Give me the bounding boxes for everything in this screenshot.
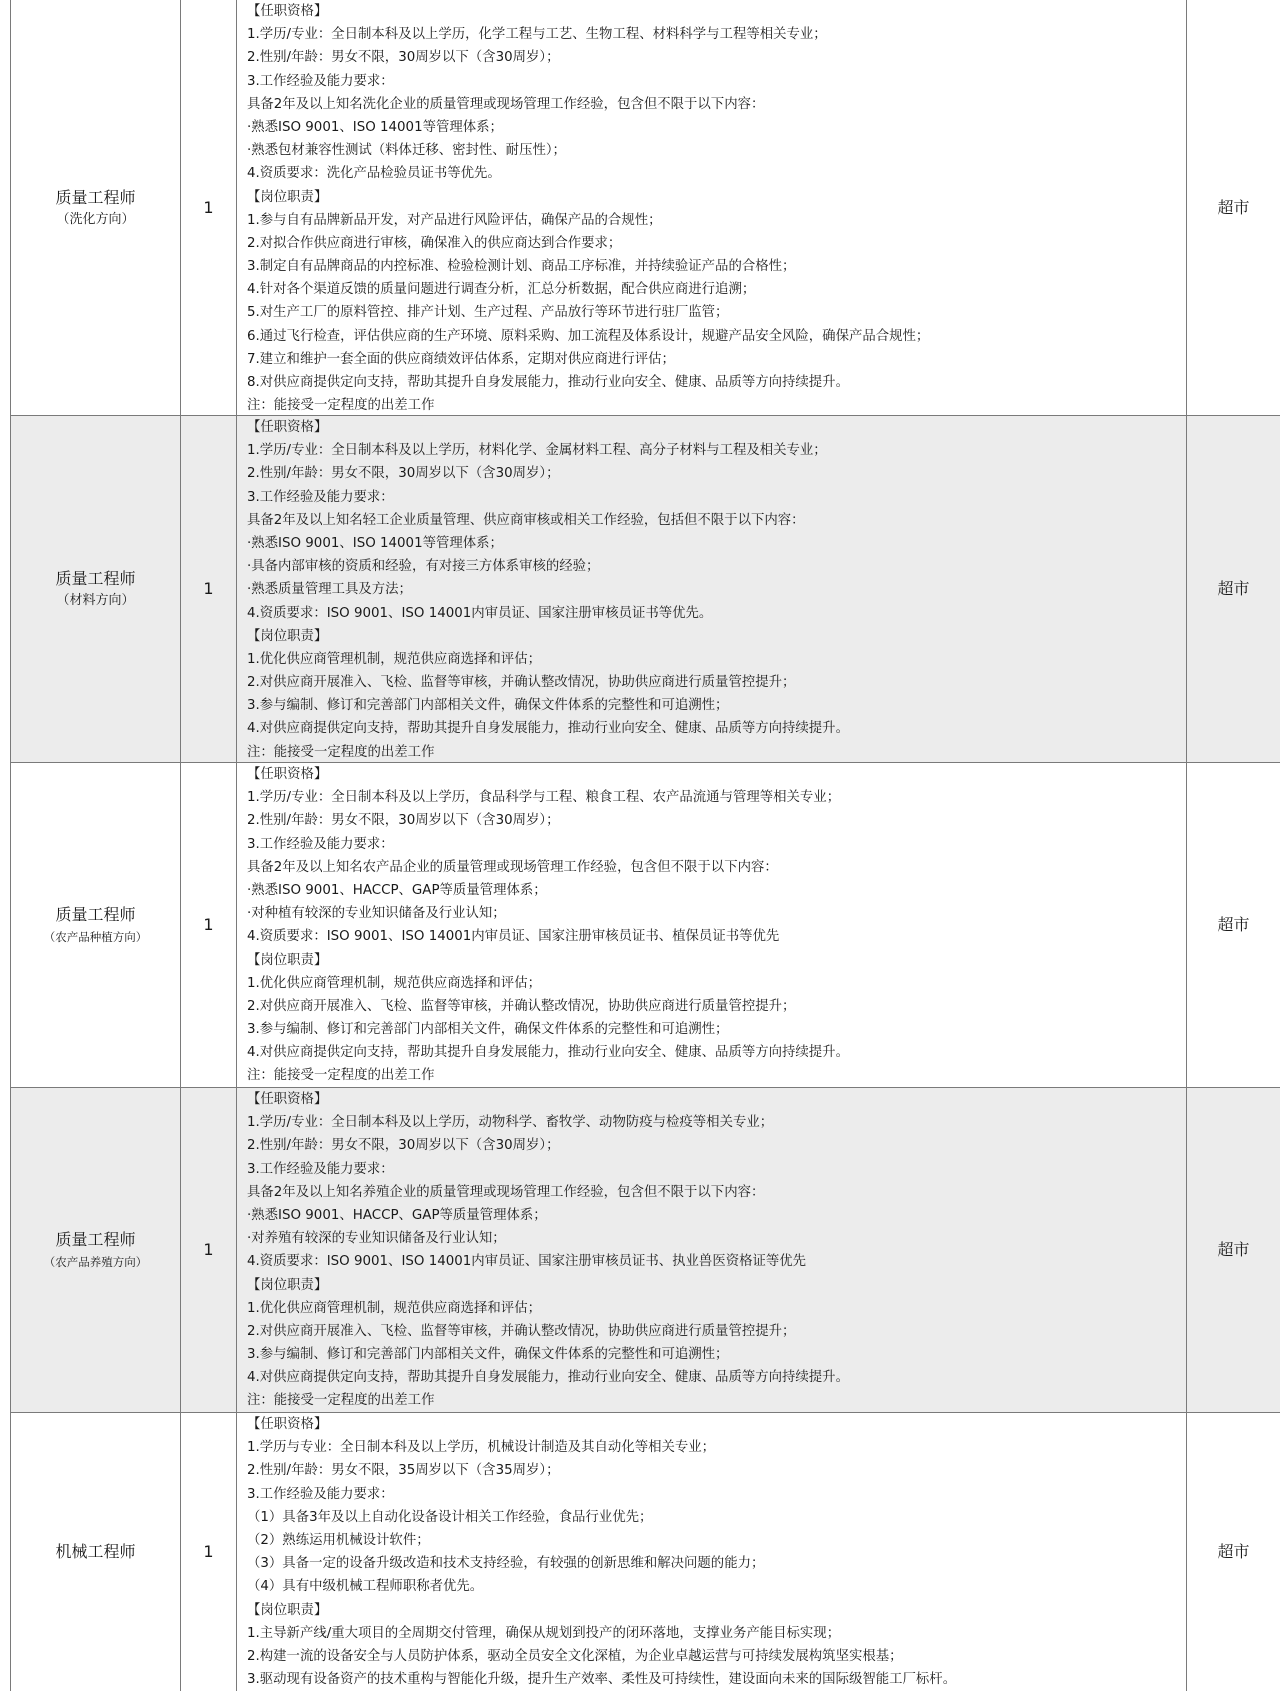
headcount: 1 <box>203 1240 214 1259</box>
description-line: 1.优化供应商管理机制，规范供应商选择和评估； <box>247 651 541 667</box>
table-row <box>11 1088 1280 1413</box>
description-line: 1.学历与专业：全日制本科及以上学历，机械设计制造及其自动化等相关专业； <box>247 1440 716 1456</box>
department-cell <box>1187 1088 1280 1412</box>
description-line: 4.对供应商提供定向支持，帮助其提升自身发展能力，推动行业向安全、健康、品质等方向持续提升。 <box>247 1370 849 1386</box>
description-line: 1.优化供应商管理机制，规范供应商选择和评估； <box>247 1300 541 1316</box>
description-line: 2.性别/年龄：男女不限，30周岁以下（含30周岁）； <box>247 466 560 482</box>
position-cell <box>11 763 181 1087</box>
position-cell <box>11 1088 181 1412</box>
position-title: 质量工程师 <box>55 187 136 207</box>
department-cell <box>1187 763 1280 1087</box>
description-text <box>247 0 1180 417</box>
position-cell <box>11 0 181 415</box>
description-line: 2.性别/年龄：男女不限，30周岁以下（含30周岁）； <box>247 50 560 66</box>
position-title: 质量工程师 <box>55 905 136 924</box>
headcount: 1 <box>203 1542 214 1561</box>
description-line: 2.对供应商开展准入、飞检、监督等审核，并确认整改情况，协助供应商进行质量管控提升； <box>247 675 796 691</box>
travel-note: 注：能接受一定程度的出差工作 <box>247 1393 435 1409</box>
description-line: 3.工作经验及能力要求： <box>247 73 394 89</box>
duties-heading: 【岗位职责】 <box>247 1277 328 1293</box>
department: 超市 <box>1217 579 1250 598</box>
description-line: 1.优化供应商管理机制，规范供应商选择和评估； <box>247 975 541 991</box>
description-text <box>247 1413 1180 1691</box>
position-title: 机械工程师 <box>55 1542 136 1561</box>
description-line: 4.资质要求：ISO 9001、ISO 14001内审员证、国家注册审核员证书等优先。 <box>247 605 713 621</box>
department: 超市 <box>1217 1542 1250 1561</box>
description-line: 3.工作经验及能力要求： <box>247 1486 394 1502</box>
description-line: 具备2年及以上知名轻工企业质量管理、供应商审核或相关工作经验，包括但不限于以下内容： <box>247 512 805 528</box>
description-line: 1.参与自有品牌新品开发，对产品进行风险评估，确保产品的合规性； <box>247 212 662 228</box>
description-line: 1.主导新产线/重大项目的全周期交付管理，确保从规划到投产的闭环落地，支撑业务产能目标实现； <box>247 1625 841 1641</box>
headcount-cell <box>181 0 237 415</box>
description-line: 3.制定自有品牌商品的内控标准、检验检测计划、商品工序标准，并持续验证产品的合格性； <box>247 259 796 275</box>
description-line: 1.学历/专业：全日制本科及以上学历，化学工程与工艺、生物工程、材料科学与工程等相关专业； <box>247 27 827 43</box>
department-cell <box>1187 0 1280 415</box>
requirements-heading: 【任职资格】 <box>247 420 328 435</box>
description-line: ·对养殖有较深的专业知识储备及行业认知； <box>247 1231 506 1247</box>
requirements-heading: 【任职资格】 <box>247 767 328 782</box>
table-row <box>11 763 1280 1088</box>
description-line: 2.性别/年龄：男女不限，35周岁以下（含35周岁）； <box>247 1463 560 1479</box>
position-title: 质量工程师 <box>55 1230 136 1249</box>
headcount-cell <box>181 1088 237 1412</box>
position-subtitle: （农产品种植方向） <box>43 930 148 944</box>
table-row <box>11 416 1280 763</box>
description-line: 具备2年及以上知名养殖企业的质量管理或现场管理工作经验，包含但不限于以下内容： <box>247 1184 765 1200</box>
description-line: 4.资质要求：ISO 9001、ISO 14001内审员证、国家注册审核员证书、植保员证书等优先 <box>247 929 780 945</box>
description-line: 8.对供应商提供定向支持，帮助其提升自身发展能力，推动行业向安全、健康、品质等方向持续提升。 <box>247 375 849 390</box>
description-line: ·熟悉ISO 9001、ISO 14001等管理体系； <box>247 119 503 135</box>
duties-heading: 【岗位职责】 <box>247 952 328 968</box>
description-line: ·熟悉ISO 9001、ISO 14001等管理体系； <box>247 535 503 551</box>
headcount: 1 <box>203 579 214 598</box>
description-line: 2.对拟合作供应商进行审核，确保准入的供应商达到合作要求； <box>247 235 622 251</box>
travel-note: 注：能接受一定程度的出差工作 <box>247 744 435 760</box>
position-cell <box>11 1413 181 1691</box>
description-line: 6.通过飞行检查，评估供应商的生产环境、原料采购、加工流程及体系设计，规避产品安全风险，确保产品合规性； <box>247 328 930 344</box>
requirements-heading: 【任职资格】 <box>247 4 328 19</box>
requirements-heading: 【任职资格】 <box>247 1417 328 1432</box>
description-line: 2.对供应商开展准入、飞检、监督等审核，并确认整改情况，协助供应商进行质量管控提升； <box>247 1323 796 1339</box>
description-line: 1.学历/专业：全日制本科及以上学历，食品科学与工程、粮食工程、农产品流通与管理等相关专业； <box>247 790 841 806</box>
description-cell <box>237 1088 1187 1412</box>
description-line: 3.参与编制、修订和完善部门内部相关文件，确保文件体系的完整性和可追溯性； <box>247 1347 729 1363</box>
position-subtitle: （洗化方向） <box>56 211 135 227</box>
department-cell <box>1187 416 1280 762</box>
travel-note: 注：能接受一定程度的出差工作 <box>247 398 435 414</box>
description-line: （1）具备3年及以上自动化设备设计相关工作经验，食品行业优先； <box>247 1509 653 1525</box>
description-text <box>247 763 1180 1088</box>
description-line: 具备2年及以上知名洗化企业的质量管理或现场管理工作经验，包含但不限于以下内容： <box>247 96 765 112</box>
description-line: ·熟悉包材兼容性测试（料体迁移、密封性、耐压性）； <box>247 143 566 159</box>
description-line: 4.对供应商提供定向支持，帮助其提升自身发展能力，推动行业向安全、健康、品质等方向持续提升。 <box>247 1045 849 1061</box>
description-text <box>247 416 1180 764</box>
description-line: 1.学历/专业：全日制本科及以上学历，材料化学、金属材料工程、高分子材料与工程及相关专业； <box>247 443 827 459</box>
description-line: 2.构建一流的设备安全与人员防护体系，驱动全员安全文化深植，为企业卓越运营与可持续发展构筑坚实根基； <box>247 1648 903 1664</box>
headcount-cell <box>181 1413 237 1691</box>
headcount-cell <box>181 763 237 1087</box>
description-line: ·对种植有较深的专业知识储备及行业认知； <box>247 906 506 922</box>
requirements-heading: 【任职资格】 <box>247 1092 328 1107</box>
job-table <box>10 0 1280 1691</box>
department: 超市 <box>1217 915 1250 934</box>
headcount: 1 <box>203 915 214 934</box>
description-line: ·具备内部审核的资质和经验，有对接三方体系审核的经验； <box>247 559 600 575</box>
description-line: ·熟悉质量管理工具及方法； <box>247 582 412 598</box>
description-line: 2.性别/年龄：男女不限，30周岁以下（含30周岁）； <box>247 1138 560 1154</box>
description-line: 3.驱动现有设备资产的技术重构与智能化升级，提升生产效率、柔性及可持续性，建设面向未来的国际级智能工厂标杆。 <box>247 1672 957 1688</box>
description-line: 4.对供应商提供定向支持，帮助其提升自身发展能力，推动行业向安全、健康、品质等方向持续提升。 <box>247 721 849 737</box>
description-line: 4.针对各个渠道反馈的质量问题进行调查分析，汇总分析数据，配合供应商进行追溯； <box>247 282 756 298</box>
description-line: 7.建立和维护一套全面的供应商绩效评估体系，定期对供应商进行评估； <box>247 351 675 367</box>
description-text <box>247 1088 1180 1413</box>
description-line: （2）熟练运用机械设计软件； <box>247 1532 430 1548</box>
position-cell <box>11 416 181 762</box>
description-line: 3.参与编制、修订和完善部门内部相关文件，确保文件体系的完整性和可追溯性； <box>247 1022 729 1038</box>
department-cell <box>1187 1413 1280 1691</box>
duties-heading: 【岗位职责】 <box>247 628 328 644</box>
description-line: ·熟悉ISO 9001、HACCP、GAP等质量管理体系； <box>247 882 547 898</box>
position-subtitle: （材料方向） <box>56 593 135 608</box>
description-line: 4.资质要求：洗化产品检验员证书等优先。 <box>247 166 501 182</box>
description-line: 具备2年及以上知名农产品企业的质量管理或现场管理工作经验，包含但不限于以下内容： <box>247 859 778 875</box>
headcount: 1 <box>203 197 214 217</box>
description-line: 2.对供应商开展准入、飞检、监督等审核，并确认整改情况，协助供应商进行质量管控提升； <box>247 998 796 1014</box>
description-line: 4.资质要求：ISO 9001、ISO 14001内审员证、国家注册审核员证书、执业兽医资格证等优先 <box>247 1254 807 1270</box>
description-line: （4）具有中级机械工程师职称者优先。 <box>247 1579 484 1595</box>
table-row <box>11 0 1280 416</box>
position-title: 质量工程师 <box>55 569 136 588</box>
description-line: 3.工作经验及能力要求： <box>247 489 394 505</box>
department: 超市 <box>1217 1240 1250 1259</box>
position-subtitle: （农产品养殖方向） <box>43 1255 148 1269</box>
table-row <box>11 1413 1280 1691</box>
description-cell <box>237 416 1187 762</box>
department: 超市 <box>1217 197 1250 217</box>
duties-heading: 【岗位职责】 <box>247 1602 328 1618</box>
description-line: 3.工作经验及能力要求： <box>247 836 394 852</box>
headcount-cell <box>181 416 237 762</box>
description-line: 3.参与编制、修订和完善部门内部相关文件，确保文件体系的完整性和可追溯性； <box>247 698 729 714</box>
description-line: 3.工作经验及能力要求： <box>247 1161 394 1177</box>
duties-heading: 【岗位职责】 <box>247 189 328 205</box>
description-line: （3）具备一定的设备升级改造和技术支持经验，有较强的创新思维和解决问题的能力； <box>247 1556 765 1572</box>
description-cell <box>237 0 1187 415</box>
description-cell <box>237 1413 1187 1691</box>
description-cell <box>237 763 1187 1087</box>
description-line: 1.学历/专业：全日制本科及以上学历，动物科学、畜牧学、动物防疫与检疫等相关专业； <box>247 1115 774 1131</box>
description-line: 2.性别/年龄：男女不限，30周岁以下（含30周岁）； <box>247 813 560 829</box>
description-line: 5.对生产工厂的原料管控、排产计划、生产过程、产品放行等环节进行驻厂监管； <box>247 305 729 321</box>
description-line: ·熟悉ISO 9001、HACCP、GAP等质量管理体系； <box>247 1207 547 1223</box>
travel-note: 注：能接受一定程度的出差工作 <box>247 1068 435 1084</box>
